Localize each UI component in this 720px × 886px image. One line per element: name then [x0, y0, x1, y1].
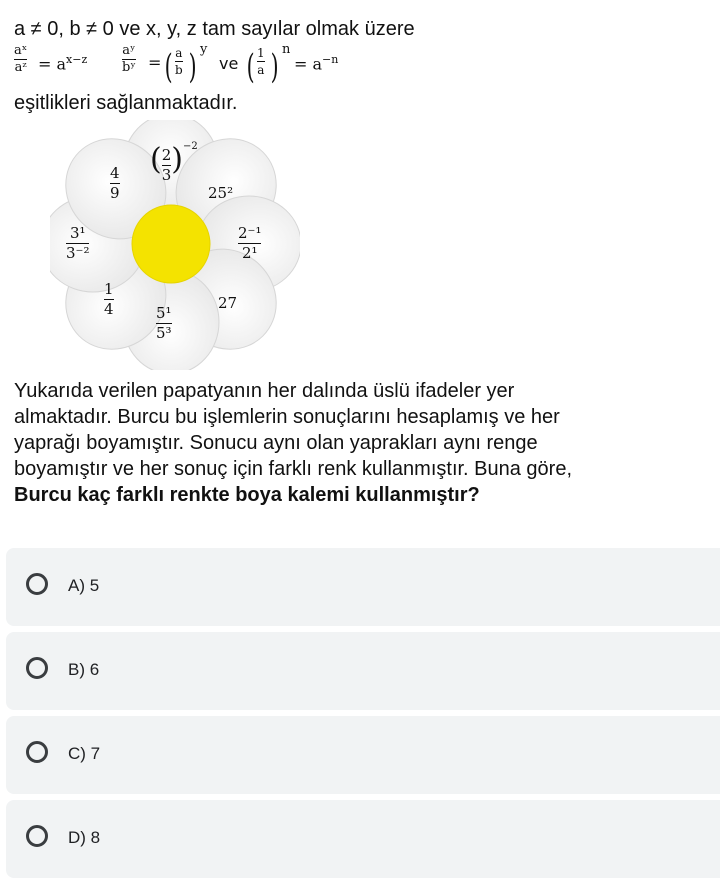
f1-numerator: aˣ	[14, 43, 28, 58]
option-b[interactable]	[6, 632, 720, 710]
petal-right-label: $\frac{\text{2⁻¹}}{\text{2¹}}$	[238, 224, 262, 262]
f3-rhs: = $a^{-n}$	[294, 53, 339, 74]
daisy-diagram	[50, 120, 300, 370]
f3-exponent: n	[282, 42, 291, 57]
petal-top-right-label: 25²	[208, 184, 234, 202]
option-c[interactable]	[6, 716, 720, 794]
f2-equals: =	[148, 53, 162, 72]
petal-bottom-right-label: 27	[218, 294, 238, 312]
ve-word: ve	[219, 54, 239, 73]
petal-bottom-left-label: $\frac{1}{4}$	[104, 280, 114, 318]
petal-top-label: ( $\frac{2}{3}$ )$^{-2}$	[150, 141, 198, 184]
f2-numerator: aʸ	[122, 43, 136, 58]
formula1-fraction	[14, 44, 27, 75]
radio-icon[interactable]	[26, 825, 48, 847]
paragraph-line: yaprağı boyamıştır. Sonucu aynı olan yaprakları aynı renge	[14, 432, 538, 454]
option-b-label[interactable]: B) 6	[68, 660, 100, 679]
option-a-label[interactable]: A) 5	[68, 576, 100, 595]
f2-inner-fraction: a b	[175, 46, 183, 77]
question-line3: eşitlikleri sağlanmaktadır.	[14, 92, 238, 114]
paragraph-line: almaktadır. Burcu bu işlemlerin sonuçlarını hesaplamış ve her	[14, 406, 560, 428]
bold-question: Burcu kaç farklı renkte boya kalemi kullanmıştır?	[14, 484, 480, 506]
f1-denominator: aᶻ	[14, 60, 27, 75]
option-c-label[interactable]: C) 7	[68, 744, 101, 763]
f2-exponent: y	[200, 42, 208, 57]
petal-left-label: $\frac{\text{3¹}}{\text{3⁻²}}$	[66, 224, 90, 262]
petal-top-left-label: $\frac{4}{9}$	[110, 164, 120, 202]
paragraph-line: boyamıştır ve her sonuç için farklı renk kullanmıştır. Buna göre,	[14, 458, 573, 480]
f1-rhs: = $a^{x-z}$	[38, 53, 88, 74]
flower-center	[132, 205, 210, 283]
radio-icon[interactable]	[26, 741, 48, 763]
radio-icon[interactable]	[26, 573, 48, 595]
formula-row: aˣ aᶻ = $a^{x-z}$ aʸ bʸ = ( a b ) y ve ( 1 a ) n = $a^{-n}$	[14, 42, 339, 87]
f2-denominator: bʸ	[122, 60, 136, 75]
question-header	[14, 16, 714, 114]
formula2-fraction	[122, 44, 136, 75]
question-paragraph	[14, 378, 704, 508]
option-a[interactable]	[6, 548, 720, 626]
radio-icon[interactable]	[26, 657, 48, 679]
question-line1: a ≠ 0, b ≠ 0 ve x, y, z tam sayılar olmak üzere	[14, 18, 415, 40]
option-d-label[interactable]: D) 8	[68, 828, 101, 847]
paragraph-line: Yukarıda verilen papatyanın her dalında üslü ifadeler yer	[14, 380, 515, 402]
option-d[interactable]	[6, 800, 720, 878]
f3-inner-fraction: 1 a	[257, 46, 265, 77]
petal-bottom-label: $\frac{\text{5¹}}{\text{5³}}$	[156, 304, 172, 342]
